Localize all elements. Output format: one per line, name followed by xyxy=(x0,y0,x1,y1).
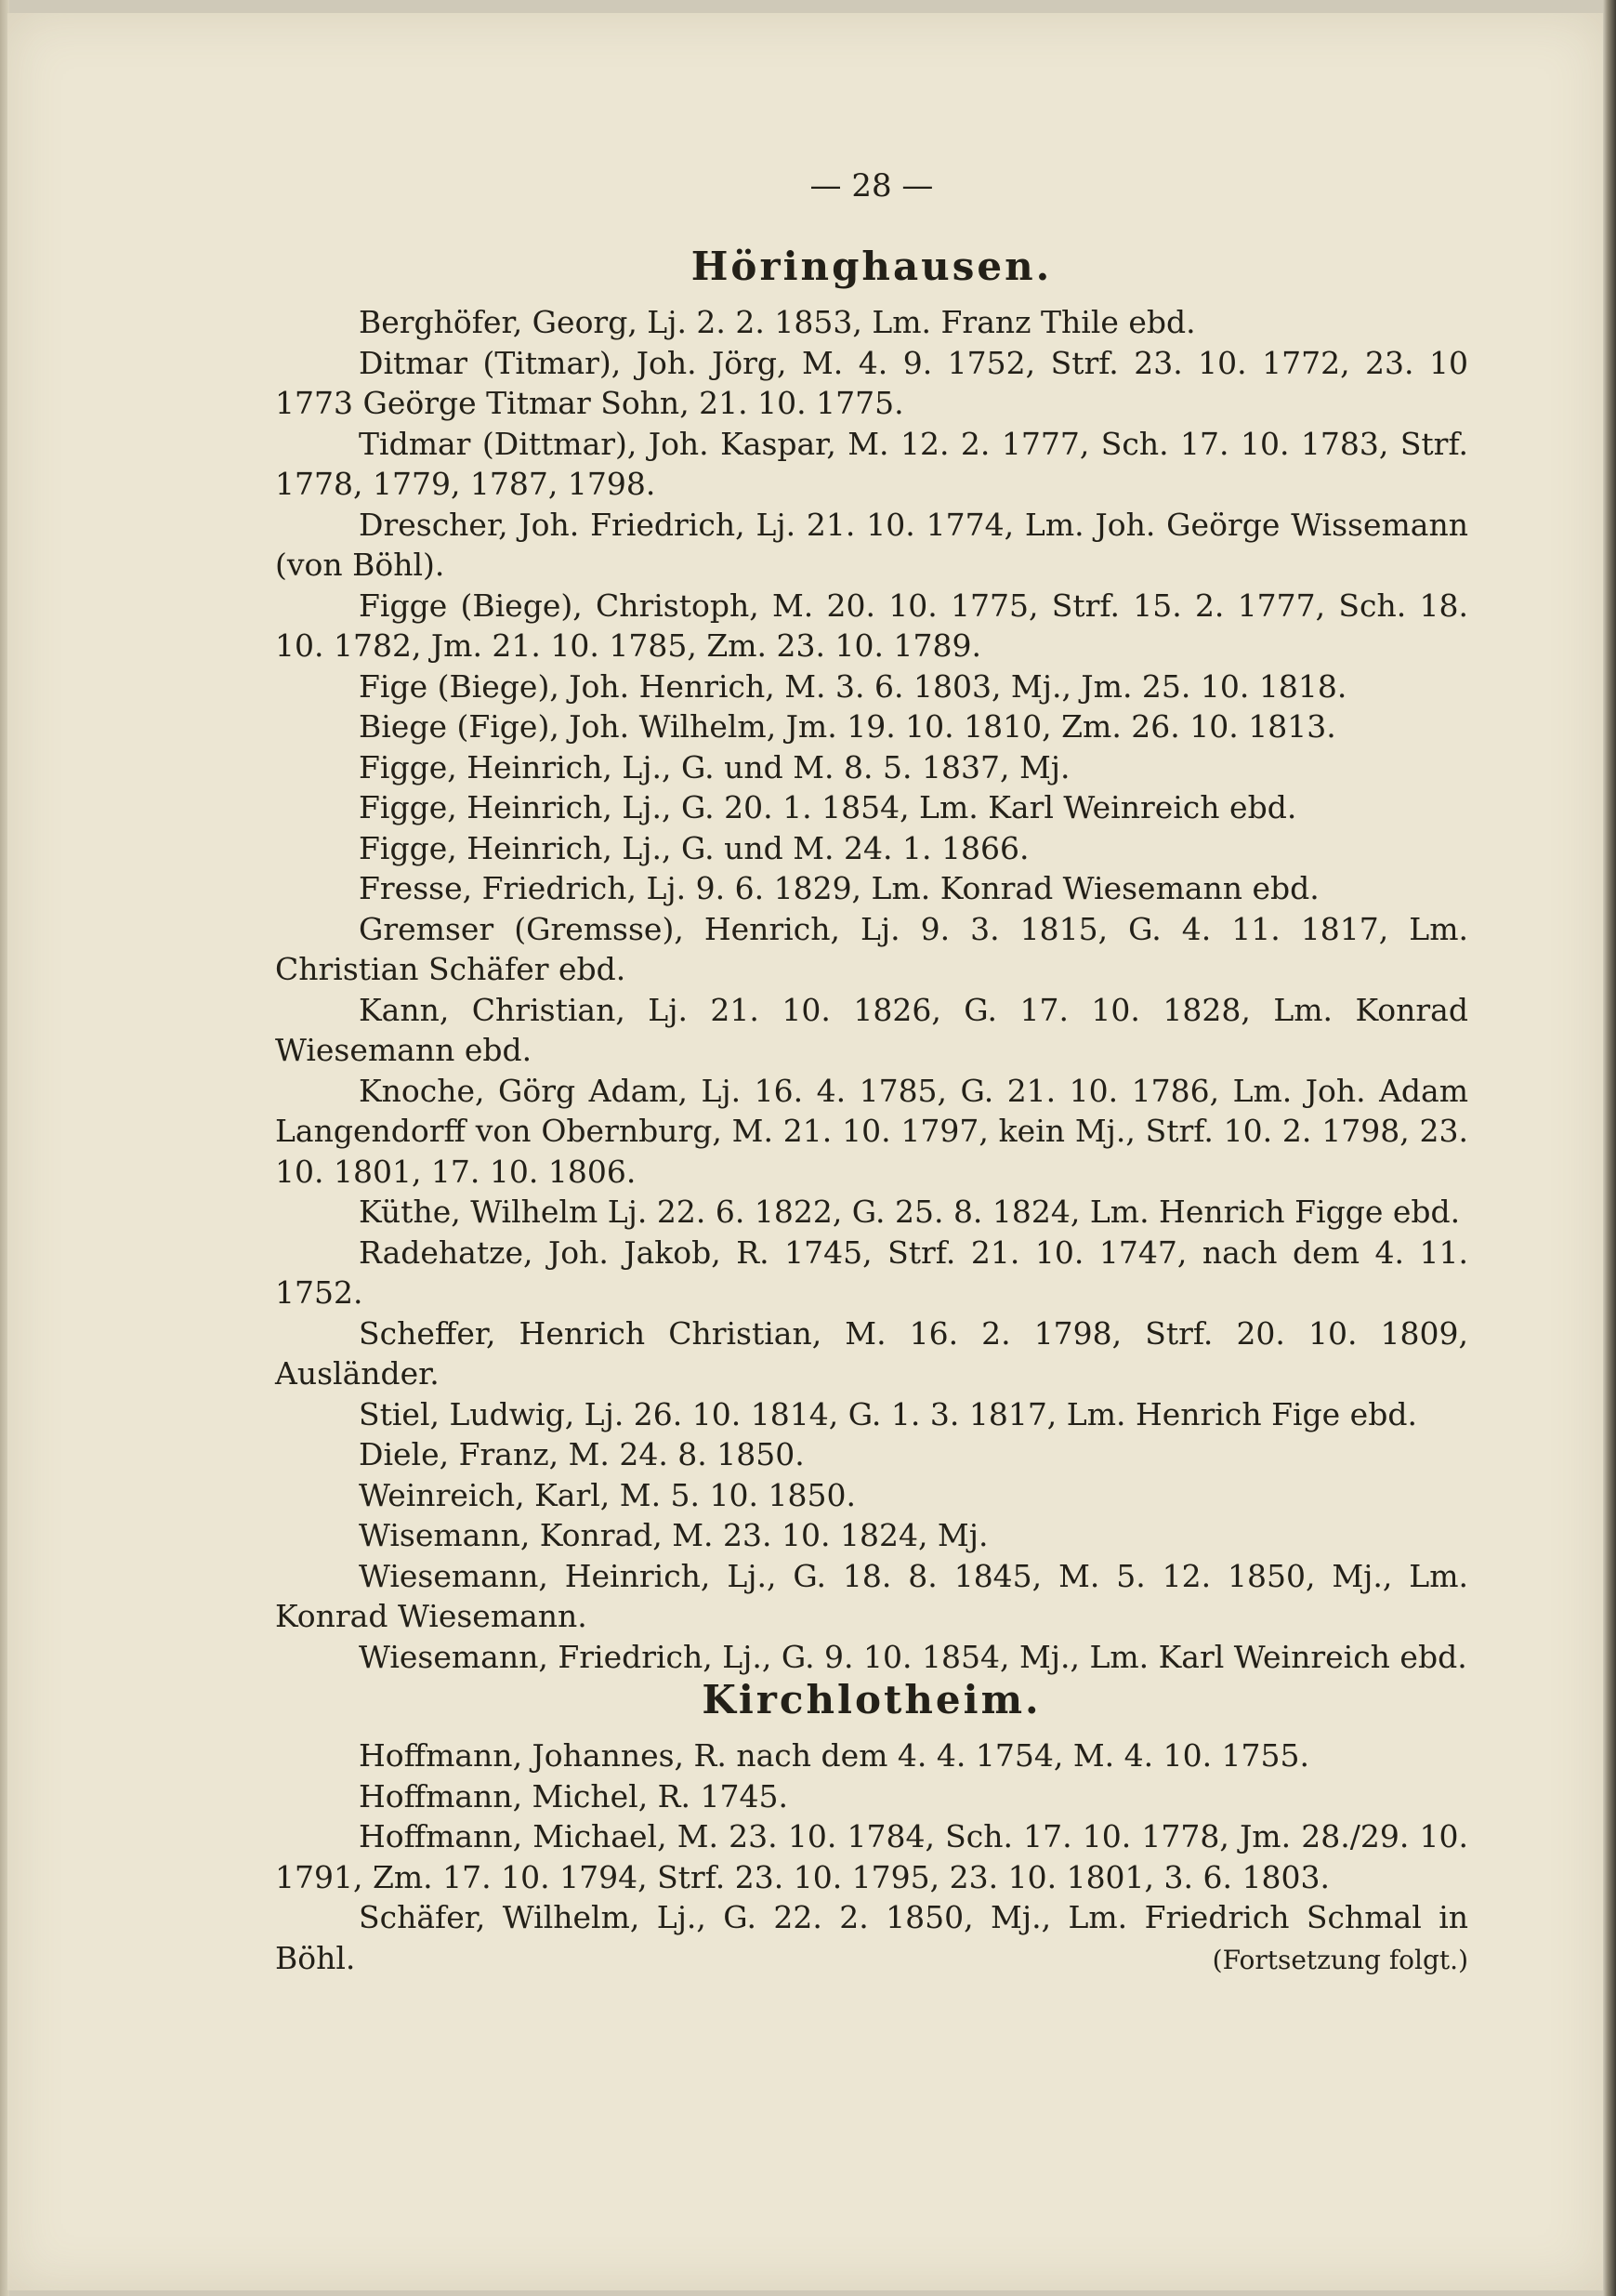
section-heading: Höringhausen. xyxy=(690,244,1053,289)
list-item: Gremser (Gremsse), Henrich, Lj. 9. 3. 1815, G. 4. 11. 1817, Lm. Christian Schäfer ebd. xyxy=(275,910,1468,987)
continuation-note: (Fortsetzung folgt.) xyxy=(1212,1945,1468,1975)
list-item: Schäfer, Wilhelm, Lj., G. 22. 2. 1850, Mj., Lm. Friedrich Schmal in Böhl. xyxy=(275,1899,1468,1976)
list-item: Weinreich, Karl, M. 5. 10. 1850. xyxy=(359,1476,856,1513)
list-item: Fige (Biege), Joh. Henrich, M. 3. 6. 1803, Mj., Jm. 25. 10. 1818. xyxy=(359,667,1347,705)
list-item: Hoffmann, Johannes, R. nach dem 4. 4. 1754, M. 4. 10. 1755. xyxy=(359,1737,1310,1774)
section-hoeringhausen xyxy=(275,244,1468,1677)
list-item: Biege (Fige), Joh. Wilhelm, Jm. 19. 10. 1810, Zm. 26. 10. 1813. xyxy=(359,708,1336,745)
list-item: Diele, Franz, M. 24. 8. 1850. xyxy=(359,1436,805,1472)
list-item: Drescher, Joh. Friedrich, Lj. 21. 10. 1774, Lm. Joh. Geörge Wissemann (von Böhl). xyxy=(275,506,1468,583)
section-heading: Kirchlotheim. xyxy=(702,1677,1042,1722)
list-item: Küthe, Wilhelm Lj. 22. 6. 1822, G. 25. 8. 1824, Lm. Henrich Figge ebd. xyxy=(359,1194,1461,1230)
section-kirchlotheim xyxy=(275,1677,1468,1978)
list-item: Tidmar (Dittmar), Joh. Kaspar, M. 12. 2. 1777, Sch. 17. 10. 1783, Strf. 1778, 1779, 1787, 1798. xyxy=(275,425,1468,502)
list-item: Kann, Christian, Lj. 21. 10. 1826, G. 17. 10. 1828, Lm. Konrad Wiesemann ebd. xyxy=(275,991,1468,1068)
list-item: Radehatze, Joh. Jakob, R. 1745, Strf. 21. 10. 1747, nach dem 4. 11. 1752. xyxy=(275,1234,1468,1311)
page-number: — 28 — xyxy=(809,167,934,205)
list-item: Hoffmann, Michael, M. 23. 10. 1784, Sch. 17. 10. 1778, Jm. 28./29. 10. 1791, Zm. 17. 10. 1794, Strf. 23. 10. 1795, 23. 10. 1801, 3. 6. 1803. xyxy=(275,1818,1468,1895)
list-item: Figge, Heinrich, Lj., G. und M. 24. 1. 1866. xyxy=(359,829,1030,866)
list-item: Scheffer, Henrich Christian, M. 16. 2. 1798, Strf. 20. 10. 1809, Ausländer. xyxy=(275,1314,1468,1392)
list-item: Knoche, Görg Adam, Lj. 16. 4. 1785, G. 21. 10. 1786, Lm. Joh. Adam Langendorff von Obernburg, M. 21. 10. 1797, kein Mj., Strf. 10. 2. 1798, 23. 10. 1801, 17. 10. 1806. xyxy=(275,1072,1468,1190)
list-item: Fresse, Friedrich, Lj. 9. 6. 1829, Lm. Konrad Wiesemann ebd. xyxy=(359,870,1320,906)
page-edge-right xyxy=(1603,0,1616,2296)
list-item: Wisemann, Konrad, M. 23. 10. 1824, Mj. xyxy=(359,1517,989,1553)
list-item: Figge, Heinrich, Lj., G. 20. 1. 1854, Lm. Karl Weinreich ebd. xyxy=(359,789,1297,825)
list-item: Figge (Biege), Christoph, M. 20. 10. 1775, Strf. 15. 2. 1777, Sch. 18. 10. 1782, Jm. 21. 10. 1785, Zm. 23. 10. 1789. xyxy=(275,587,1468,664)
list-item: Wiesemann, Heinrich, Lj., G. 18. 8. 1845, M. 5. 12. 1850, Mj., Lm. Konrad Wiesemann. xyxy=(275,1557,1468,1634)
list-item: Hoffmann, Michel, R. 1745. xyxy=(359,1777,788,1814)
list-item: Figge, Heinrich, Lj., G. und M. 8. 5. 1837, Mj. xyxy=(359,748,1071,785)
page-text xyxy=(275,167,1468,1975)
list-item: Berghöfer, Georg, Lj. 2. 2. 1853, Lm. Franz Thile ebd. xyxy=(359,304,1196,340)
list-item: Ditmar (Titmar), Joh. Jörg, M. 4. 9. 1752, Strf. 23. 10. 1772, 23. 10 1773 Geörge Titmar Sohn, 21. 10. 1775. xyxy=(275,344,1468,421)
list-item: Stiel, Ludwig, Lj. 26. 10. 1814, G. 1. 3. 1817, Lm. Henrich Fige ebd. xyxy=(359,1395,1417,1432)
list-item: Wiesemann, Friedrich, Lj., G. 9. 10. 1854, Mj., Lm. Karl Weinreich ebd. xyxy=(359,1638,1467,1675)
